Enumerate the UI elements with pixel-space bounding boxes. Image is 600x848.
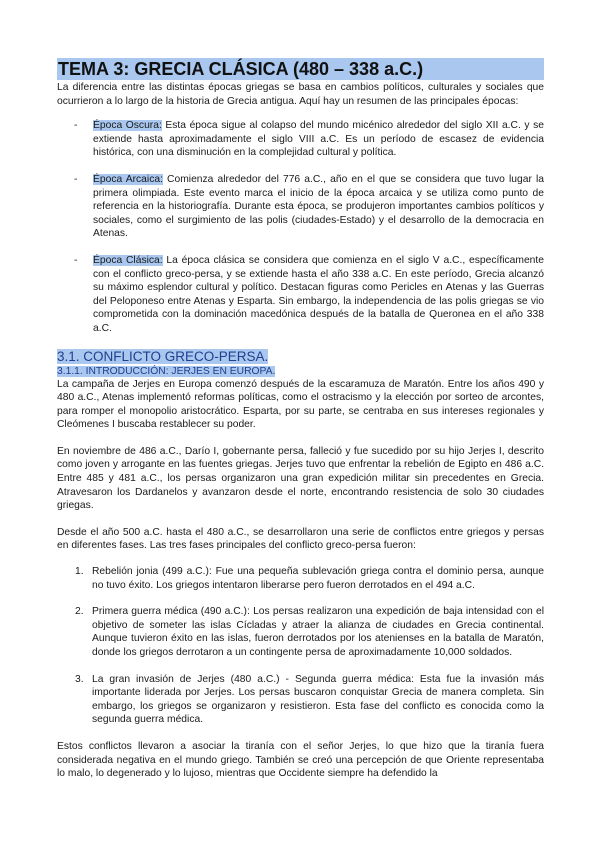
body-paragraph: En noviembre de 486 a.C., Darío I, gobernante persa, falleció y fue sucedido por su hijo Jerjes I, descrito como joven y arrogante en las fuentes griegas. Jerjes tuvo que enfrentar la rebelión de Egipto en 486 a.C. Entre 485 y 481 a.C., los persas organizaron una gran expedición militar sin precedentes en Grecia. Atravesaron los Dardanelos y avanzaron desde el norte, encontrando resistencia de solo 30 ciudades griegas. — [57, 445, 544, 512]
phase-list — [57, 565, 544, 727]
epoch-name: Época Clásica: — [93, 254, 163, 266]
epoch-name: Época Oscura: — [93, 120, 162, 132]
phase-text: La gran invasión de Jerjes (480 a.C.) - Segunda guerra médica: Esta fue la invasión más importante liderada por Jerjes. Los persas buscaron conquistar Grecia de manera completa. Sin embargo, los griegos se organizaron y resistieron. Esta fase del conflicto es conocida como la segunda guerra médica. — [92, 673, 544, 726]
list-number: 1. — [75, 566, 84, 578]
list-number: 3. — [75, 673, 84, 685]
intro-paragraph: La diferencia entre las distintas épocas griegas se basa en cambios políticos, culturales y sociales que ocurrieron a lo largo de la historia de Grecia antigua. Aquí hay un resumen de las principales épocas: — [57, 82, 544, 107]
epoch-name: Época Arcaica: — [93, 173, 163, 185]
page-title: TEMA 3: GRECIA CLÁSICA (480 – 338 a.C.) — [57, 58, 544, 80]
body-paragraph: Estos conflictos llevaron a asociar la tiranía con el señor Jerjes, lo que hizo que la tiranía fuera considerada negativa en el mundo griego. También se creó una percepción de que Oriente representaba lo malo, lo degenerado y lo lujoso, mientras que Occidente siempre ha defendido la — [57, 740, 544, 780]
dash-bullet: - — [74, 120, 78, 132]
list-item — [57, 565, 544, 592]
epoch-text: La época clásica se considera que comienza en el siglo V a.C., específicamente con el conflicto greco-persa, y se extiende hasta el año 338 a.C. En este período, Grecia alcanzó su máximo esplendor cultural y político. Destacan figuras como Pericles en Atenas y las Guerras del Peloponeso entre Atenas y Esparta. Sin embargo, la independencia de las polis griegas se vio comprometida con la dominación macedónica después de la batalla de Queronea en el año 338 a.C. — [93, 254, 544, 334]
subsection-heading: 3.1.1. INTRODUCCIÓN: JERJES EN EUROPA. — [57, 365, 276, 377]
list-number: 2. — [75, 606, 84, 618]
body-paragraph: La campaña de Jerjes en Europa comenzó después de la escaramuza de Maratón. Entre los años 490 y 480 a.C., Atenas implementó reformas políticas, como el ostracismo y la elección por sorteo de arcontes, para romper el monopolio aristocrático. Esparta, por su parte, se centraba en sus intereses regionales y Cleómenes I buscaba restablecer su poder. — [57, 378, 544, 431]
section-heading: 3.1. CONFLICTO GRECO-PERSA. — [57, 348, 269, 364]
list-item — [57, 673, 544, 727]
body-paragraph: Desde el año 500 a.C. hasta el 480 a.C., se desarrollaron una serie de conflictos entre griegos y persas en diferentes fases. Las tres fases principales del conflicto greco-persa fueron: — [57, 526, 544, 552]
list-item — [57, 119, 544, 160]
dash-bullet: - — [74, 173, 78, 185]
list-item — [57, 173, 544, 241]
phase-text: Rebelión jonia (499 a.C.): Fue una pequeña sublevación griega contra el dominio persa, aunque no tuvo éxito. Los griegos intentaron liberarse pero fueron derrotados en el 494 a.C. — [92, 566, 544, 591]
list-item — [57, 254, 544, 336]
phase-text: Primera guerra médica (490 a.C.): Los persas realizaron una expedición de baja intensidad con el objetivo de someter las islas Cícladas y atraer la alianza de ciudades en Grecia continental. Aunque tuvieron éxito en las islas, fueron derrotados por los atenienses en la batalla de Maratón, donde los griegos derrotaron a un contingente persa de aproximadamente 10,000 soldados. — [92, 606, 544, 658]
epoch-list — [57, 119, 544, 335]
epoch-text: Esta época sigue al colapso del mundo micénico alrededor del siglo XII a.C. y se extiende hasta aproximadamente el siglo VIII a.C. Es un período de escasez de evidencia histórica, con una disminución en la complejidad cultural y política. — [93, 120, 545, 159]
list-item — [57, 605, 544, 659]
epoch-text: Comienza alrededor del 776 a.C., año en el que se considera que tuvo lugar la primera olimpiada. Este evento marca el inicio de la época arcaica y se utiliza como punto de referencia en la historiografía. Durante esta época, se produjeron importantes cambios políticos y sociales, como el surgimiento de las polis (ciudades-Estado) y el desarrollo de la democracia en Atenas. — [93, 173, 545, 240]
document-page — [57, 58, 544, 781]
dash-bullet: - — [74, 254, 78, 266]
